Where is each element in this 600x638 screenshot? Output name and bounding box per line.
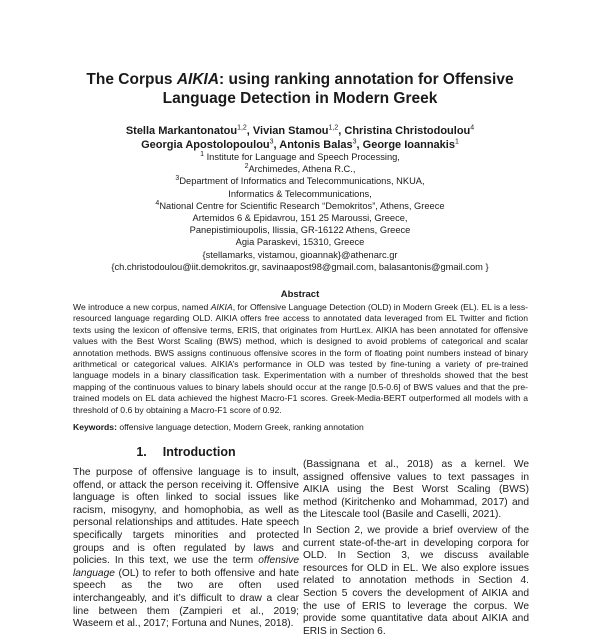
affiliation-text: Institute for Language and Speech Processing, <box>204 152 400 162</box>
author-name: Antonis Balas <box>279 138 353 151</box>
author-separator: , <box>273 138 280 151</box>
author-name: Stella Markantonatou <box>125 125 238 137</box>
paper-title <box>60 70 540 108</box>
affiliation-text: {stellamarks, vistamou, gioannak}@athenarc.gr <box>202 249 398 260</box>
affiliation-mark: 2 <box>244 163 249 171</box>
author-name: George Ioannakis <box>362 138 455 151</box>
affiliation-text: Informatics & Telecommunications, <box>228 188 372 199</box>
abstract-corpus-name: AIKIA <box>210 302 233 312</box>
author-name: Christina Christodoulou <box>344 125 471 137</box>
author-affiliation-mark: 3 <box>352 137 357 145</box>
author-separator: , <box>338 125 345 137</box>
affiliation-line <box>40 224 560 236</box>
affiliation-mark: 4 <box>155 199 160 207</box>
corpus-name: AIKIA <box>176 71 220 88</box>
affiliation-mark: 3 <box>175 175 180 183</box>
author-affiliation-mark: 1,2 <box>237 124 247 132</box>
author-name: Vivian Stamou <box>252 125 329 137</box>
keywords-label: Keywords: <box>73 422 117 432</box>
affiliations <box>40 151 560 273</box>
author-name: Georgia Apostolopoulou <box>141 138 270 151</box>
affiliation-text: National Centre for Scientific Research “Demokritos”, Athens, Greece <box>159 200 445 211</box>
author-affiliation-mark: 3 <box>269 137 274 145</box>
author-affiliation-mark: 1,2 <box>328 124 339 132</box>
affiliation-line <box>40 261 560 273</box>
author-separator: , <box>246 125 253 137</box>
author-line-2 <box>40 139 560 153</box>
author-list <box>40 125 560 152</box>
affiliation-text: {ch.christodoulou@iit.demokritos.gr, savinaapost98@gmail.com, balasantonis@gmail.com } <box>111 261 489 272</box>
affiliation-text: Agia Paraskevi, 15310, Greece <box>235 237 365 248</box>
affiliation-line <box>40 212 560 224</box>
intro-paragraph-1: The purpose of offensive language is to insult, offend, or attack the person receiving it. Offensive language is often linked to social issues like racism, misogyny, and homophobia, as well as personal relationships and attitudes. Hate speech specifically targets minorities and protected groups and is often regulated by laws and policies. In this text, we use the term offensive language (OL) to refer to both offensive and hate speech as the two are often used interchangeably, and it’s difficult to draw a clear line between them (Zampieri et al., 2019; Waseem et al., 2017; Fortuna and Nunes, 2018). <box>73 467 299 630</box>
column-right <box>303 459 529 638</box>
title-line-2: Language Detection in Modern Greek <box>162 90 438 107</box>
section-heading: 1. Introduction <box>136 445 236 459</box>
title-line-1: The Corpus AIKIA: using ranking annotation for Offensive <box>86 71 514 88</box>
term-offensive-language: offensive language <box>73 555 299 579</box>
affiliation-line <box>40 151 560 163</box>
affiliation-line <box>40 163 560 175</box>
column-left <box>73 445 299 631</box>
keywords-text: offensive language detection, Modern Greek, ranking annotation <box>116 422 364 432</box>
abstract-heading: Abstract <box>280 289 320 300</box>
author-line-1 <box>40 125 560 139</box>
affiliation-line <box>40 249 560 261</box>
affiliation-text: Department of Informatics and Telecommunications, NKUA, <box>179 176 425 187</box>
affiliation-line <box>40 200 560 212</box>
intro-paragraph-3: In Section 2, we provide a brief overview of the current state-of-the-art in developing corpora for OLD. In Section 3, we discuss available resources for OLD in EL. We also explore issues related to annotation methods in Section 4. Section 5 covers the development of AIKIA and the use of ERIS to leverage the corpus. We provide some quantitative data about AIKIA and ERIS in Section 6. <box>303 524 529 637</box>
affiliation-text: Panepistimioupolis, Ilissia, GR-16122 Athens, Greece <box>189 225 411 236</box>
affiliation-text: Archimedes, Athena R.C., <box>248 164 356 175</box>
affiliation-line <box>40 175 560 187</box>
intro-paragraph-2: (Bassignana et al., 2018) as a kernel. We assigned offensive values to text passages in AIKIA using the Best Worst Scaling (BWS) method (Kiritchenko and Mohammad, 2017) and the Litescale tool (Basile and Caselli, 2021). <box>303 459 529 521</box>
keywords <box>73 422 528 433</box>
affiliation-line <box>40 188 560 200</box>
abstract-body: We introduce a new corpus, named AIKIA, for Offensive Language Detection (OLD) in Modern Greek (EL). EL is a less-resourced language regarding OLD. AIKIA offers free access to annotated data leveraged from EL Twitter and fiction texts using the lexicon of offensive terms, ERIS, that originates from HurtLex. AIKIA has been annotated for offensive values with the Best Worst Scaling (BWS) method, which is designed to avoid problems of categorical and scalar annotation methods. BWS assigns continuous offensive scores in the form of floating point numbers instead of binary arithmetical or categorical values. AIKIA’s performance in OLD was tested by fine-tuning a variety of pre-trained language models in a binary classification task. Experimentation with a number of thresholds showed that the best mapping of the continuous values to binary labels should occur at the range [0.5-0.6] of BWS values and that the pre-trained models on EL data achieved the highest Macro-F1 scores. Greek-Media-BERT outperformed all models with a threshold of 0.6 by obtaining a Macro-F1 score of 0.92. <box>73 302 528 415</box>
affiliation-line <box>40 236 560 248</box>
author-separator: , <box>356 138 363 151</box>
author-affiliation-mark: 4 <box>470 124 475 132</box>
affiliation-text: Artemidos 6 & Epidavrou, 151 25 Maroussi, Greece, <box>192 213 408 224</box>
author-affiliation-mark: 1 <box>454 137 459 145</box>
affiliation-mark: 1 <box>200 150 204 158</box>
